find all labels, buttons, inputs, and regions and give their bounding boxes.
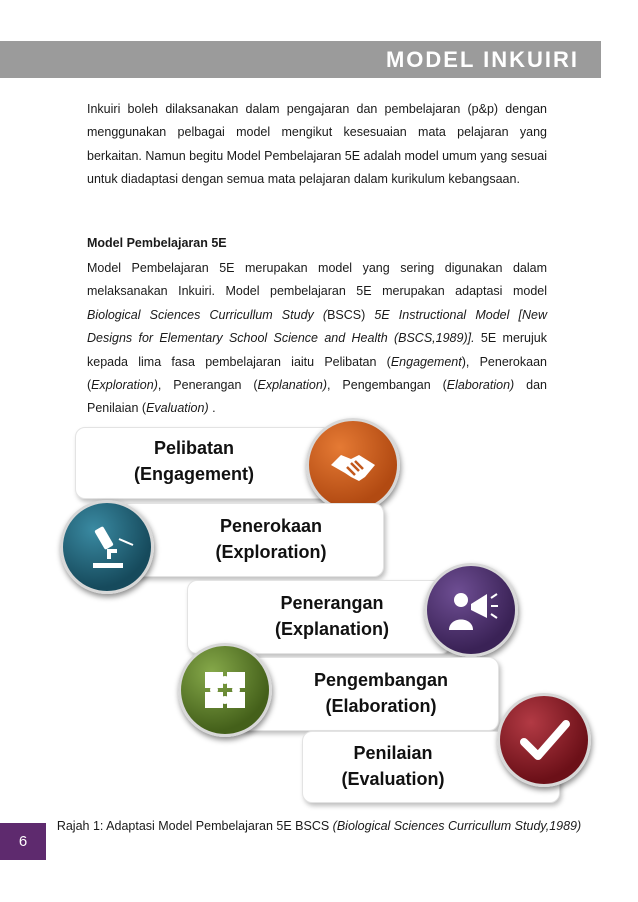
page-title: MODEL INKUIRI	[385, 47, 579, 72]
step-evaluation-name: Penilaian	[353, 743, 433, 763]
step-explanation-en: (Explanation)	[274, 619, 389, 639]
page-number: 6	[0, 823, 46, 860]
step-elaboration-name: Pengembangan	[313, 670, 449, 690]
step-evaluation-en: (Evaluation)	[341, 769, 445, 789]
section-heading: Model Pembelajaran 5E	[87, 236, 227, 250]
step-engagement-box	[75, 427, 332, 499]
step-elaboration-en: (Elaboration)	[325, 696, 437, 716]
step-exploration-name: Penerokaan	[219, 516, 323, 536]
section-paragraph: Model Pembelajaran 5E merupakan model yang sering digunakan dalam melaksanakan Inkuiri. Model pembelajaran 5E merupakan adaptasi model Biological Sciences Curricullum Study (BSCS) 5E Instructional Model [New Designs for Elementary School Science and Health (BSCS,1989)]. 5E merujuk kepada lima fasa pembelajaran iaitu Pelibatan (Engagement), Penerokaan (Exploration), Penerangan (Explanation), Pengembangan (Elaboration) dan Penilaian (Evaluation) .	[87, 261, 547, 416]
intro-paragraph: Inkuiri boleh dilaksanakan dalam pengajaran dan pembelajaran (p&p) dengan menggunakan pelbagai model mengikut kesesuaian mata pelajaran yang berkaitan. Namun begitu Model Pembelajaran 5E adalah model umum yang sesuai untuk diadaptasi dengan semua mata pelajaran dalam kurikulum kebangsaan.	[87, 102, 547, 187]
step-exploration-box	[120, 503, 384, 577]
checkmark-icon	[497, 693, 591, 787]
step-elaboration-box	[237, 657, 499, 731]
caption-source-part: (Biological Sciences Curricullum Study,1989)	[332, 819, 582, 833]
step-explanation-name: Penerangan	[280, 593, 384, 613]
step-exploration-en: (Exploration)	[215, 542, 327, 562]
microscope-icon	[60, 500, 154, 594]
puzzle-icon	[178, 643, 272, 737]
figure-caption: Rajah 1: Adaptasi Model Pembelajaran 5E BSCS (Biological Sciences Curricullum Study,1989)	[56, 819, 582, 833]
header-bar	[0, 41, 601, 78]
step-engagement-name: Pelibatan	[153, 438, 235, 458]
speaker-megaphone-icon	[424, 563, 518, 657]
step-engagement-en: (Engagement)	[133, 464, 254, 484]
handshake-icon	[306, 418, 400, 512]
5e-model-diagram	[0, 415, 638, 810]
